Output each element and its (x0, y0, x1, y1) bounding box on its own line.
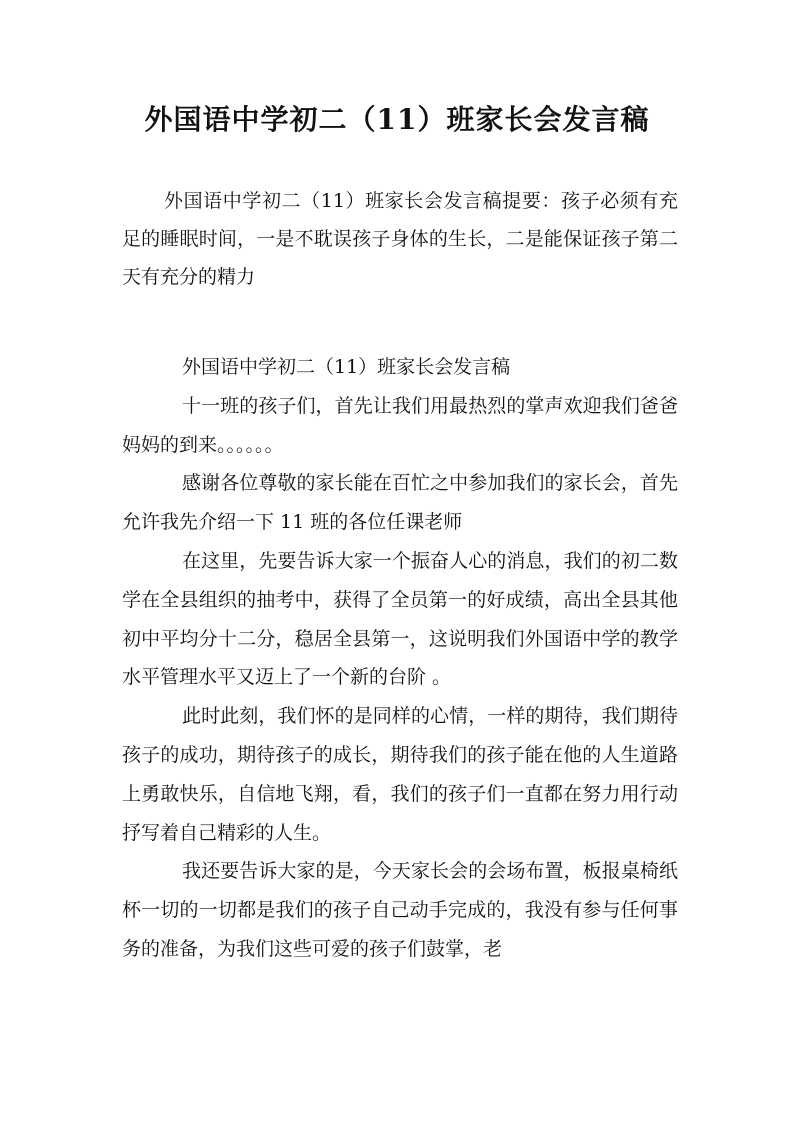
body-paragraph: 此时此刻，我们怀的是同样的心情，一样的期待，我们期待孩子的成功，期待孩子的成长，期待我们的孩子能在他的人生道路上勇敢快乐，自信地飞翔，看，我们的孩子们一直都在努力用行动抒写着自己精彩的人生。 (122, 705, 678, 844)
document-body (122, 348, 678, 969)
body-paragraph: 我还要告诉大家的是，今天家长会的会场布置，板报桌椅纸杯一切的一切都是我们的孩子自己动手完成的，我没有参与任何事务的准备，为我们这些可爱的孩子们鼓掌，老 (122, 860, 678, 960)
body-subtitle: 外国语中学初二（11）班家长会发言稿 (182, 356, 511, 378)
body-paragraph: 十一班的孩子们，首先让我们用最热烈的掌声欢迎我们爸爸妈妈的到来。。。。。。 (122, 394, 678, 456)
body-paragraph: 在这里，先要告诉大家一个振奋人心的消息，我们的初二数学在全县组织的抽考中，获得了全员第一的好成绩，高出全县其他初中平均分十二分，稳居全县第一，这说明我们外国语中学的教学水平管理水平又迈上了一个新的台阶 。 (122, 549, 678, 689)
abstract-paragraph: 外国语中学初二（11）班家长会发言稿提要：孩子必须有充足的睡眠时间，一是不耽误孩子身体的生长，二是能保证孩子第二天有充分的精力 (122, 190, 678, 288)
document-title: 外国语中学初二（11）班家长会发言稿 (144, 103, 650, 136)
body-paragraph: 感谢各位尊敬的家长能在百忙之中参加我们的家长会，首先允许我先介绍一下 11 班的各位任课老师 (122, 472, 678, 534)
